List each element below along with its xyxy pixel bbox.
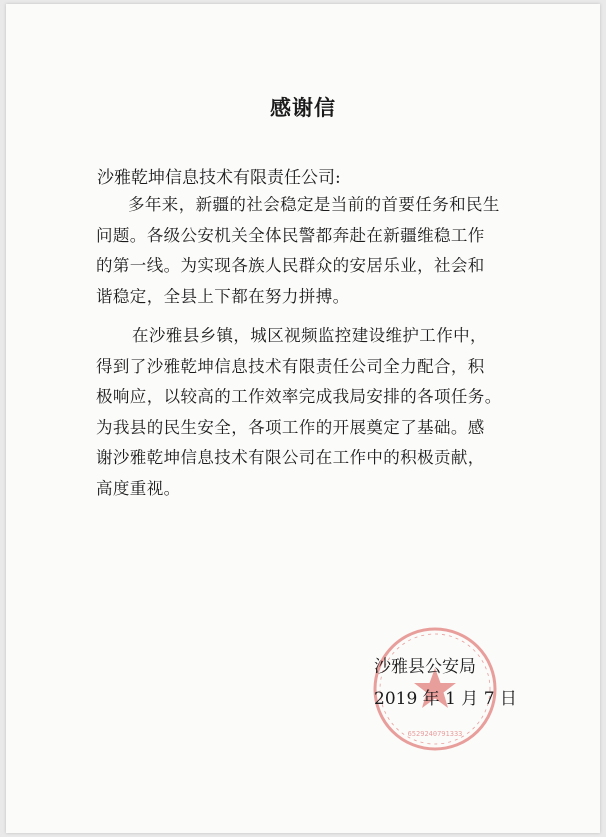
- paragraph-1-line: 问题。各级公安机关全体民警都奔赴在新疆维稳工作: [96, 225, 485, 245]
- signature-date: 2019 年 1 月 7 日: [374, 689, 517, 709]
- paragraph-2-line: 得到了沙雅乾坤信息技术有限责任公司全力配合，积: [96, 356, 485, 376]
- signature-organization: 沙雅县公安局: [374, 657, 476, 677]
- paragraph-1-line: 谐稳定，全县上下都在努力拼搏。: [96, 286, 350, 306]
- paragraph-2-line: 为我县的民生安全，各项工作的开展奠定了基础。感: [96, 417, 485, 437]
- paragraph-2: [96, 321, 536, 504]
- letter-salutation: 沙雅乾坤信息技术有限责任公司:: [97, 168, 341, 188]
- paragraph-1-line: 的第一线。为实现各族人民群众的安居乐业，社会和: [96, 256, 485, 275]
- paragraph-2-line: 高度重视。: [96, 478, 181, 498]
- paragraph-2-line: 谢沙雅乾坤信息技术有限公司在工作中的积极贡献，: [96, 448, 485, 467]
- letter-page: [6, 4, 600, 833]
- paragraph-2-line: 极响应，以较高的工作效率完成我局安排的各项任务。: [96, 387, 502, 406]
- paragraph-2-line: 在沙雅县乡镇，城区视频监控建设维护工作中，: [132, 326, 487, 345]
- letter-title: 感谢信: [270, 95, 336, 120]
- seal-number: 6529240791333: [407, 730, 463, 738]
- paragraph-1-line: 多年来，新疆的社会稳定是当前的首要任务和民生: [128, 195, 500, 214]
- paragraph-1: [96, 190, 536, 312]
